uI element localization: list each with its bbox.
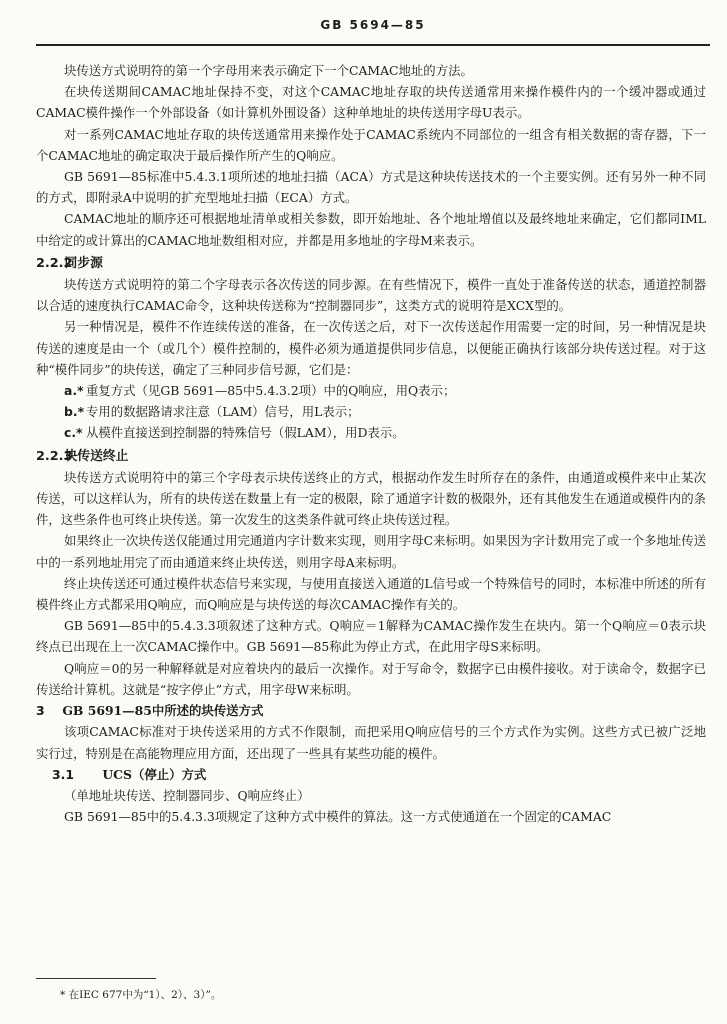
- document-body: [36, 60, 706, 827]
- page-header: GB 5694—85: [320, 18, 426, 32]
- paragraph: GB 5691—85中的5.4.3.3项叙述了这种方式。Q响应＝1解释为CAMAC操作发生在块内。第一个Q响应＝0表示块终点已出现在上一次CAMAC操作中。GB 5691—85称此为停止方式，在此用字母S来标明。: [36, 618, 706, 655]
- paragraph: 该项CAMAC标准对于块传送采用的方式不作限制，而把采用Q响应信号的三个方式作为实例。这些方式已被广泛地实行过，特别是在高能物理应用方面，还出现了一些具有某些功能的模件。: [36, 724, 706, 761]
- section-number: 3.1: [52, 766, 74, 782]
- list-marker: a.*: [64, 383, 84, 399]
- footnote: * 在IEC 677中为“1）、2）、3）”。: [60, 989, 222, 1001]
- list-marker: c.*: [64, 425, 83, 441]
- paragraph: 另一种情况是，模件不作连续传送的准备，在一次传送之后，对下一次传送起作用需要一定的时间，另一种情况是块传送的速度是由一个（或几个）模件控制的，模件必须为通道提供同步信息，以便能正确执行该部分块传送过程。对于这种“模件同步”的块传送，确定了三种同步信号源，它们是：: [36, 319, 706, 377]
- list-item: [64, 422, 706, 443]
- section-heading-3-1: [52, 764, 706, 785]
- list-item: [64, 380, 706, 401]
- paragraph: 块传送方式说明符的第一个字母用来表示确定下一个CAMAC地址的方法。: [64, 63, 473, 78]
- paragraph: 对一系列CAMAC地址存取的块传送通常用来操作处于CAMAC系统内不同部位的一组含有相关数据的寄存器，下一个CAMAC地址的确定取决于最后操作所产生的Q响应。: [36, 126, 706, 163]
- paragraph: 如果终止一次块传送仅能通过用完通道内字计数来实现，则用字母C来标明。如果因为字计数用完了或一个多地址传送中的一系列地址用完了而由通道来终止块传送，则用字母A来标明。: [36, 533, 706, 570]
- paragraph: Q响应＝0的另一种解释就是对应着块内的最后一次操作。对于写命令，数据字已由模件接收。对于读命令，数据字已传送给计算机。这就是“按字停止”方式，用字母W来标明。: [36, 660, 706, 697]
- paragraph: 块传送方式说明符的第二个字母表示各次传送的同步源。在有些情况下，模件一直处于准备传送的状态，通道控制器以合适的速度执行CAMAC命令，这种块传送称为“控制器同步”，这类方式的说明符是XCX型的。: [36, 277, 706, 314]
- list-item-text: 从模件直接送到控制器的特殊信号（假LAM），用D表示。: [86, 425, 405, 441]
- footnote-rule: [36, 978, 156, 979]
- section-number: 2.2.3: [36, 448, 73, 464]
- section-title: 同步源: [64, 255, 103, 271]
- section-subtitle: （单地址块传送、控制器同步、Q响应终止）: [64, 787, 310, 803]
- paragraph: GB 5691—85中的5.4.3.3项规定了这种方式中模件的算法。这一方式使通道在一个固定的CAMAC: [64, 809, 612, 825]
- section-title: UCS（停止）方式: [102, 766, 207, 782]
- paragraph: 终止块传送还可通过模件状态信号来实现，与使用直接送入通道的L信号或一个特殊信号的同时，本标准中所述的所有模件终止方式都采用Q响应，而Q响应是与块传送的每次CAMAC操作有关的。: [36, 575, 706, 613]
- list-item-text: 专用的数据路请求注意（LAM）信号，用L表示；: [86, 404, 360, 420]
- section-number: 2.2.2: [36, 255, 73, 271]
- section-title: 块传送终止: [64, 448, 129, 464]
- section-heading-2-2-3: [36, 446, 706, 467]
- section-heading-2-2-2: [36, 253, 706, 274]
- header-rule: [36, 44, 710, 46]
- section-title: GB 5691—85中所述的块传送方式: [62, 703, 264, 719]
- paragraph: CAMAC地址的顺序还可根据地址清单或相关参数，即开始地址、各个地址增值以及最终地址来确定，它们都同IML中给定的或计算出的CAMAC地址数组相对应，并都是用多地址的字母M来表示。: [36, 211, 706, 248]
- paragraph: 在块传送期间CAMAC地址保持不变，对这个CAMAC地址存取的块传送通常用来操作模件内的一个缓冲器或通过CAMAC模件操作一个外部设备（如计算机外围设备）这种单地址的块传送用字母U表示。: [36, 84, 706, 121]
- section-heading-3: [36, 700, 706, 721]
- list-marker: b.*: [64, 404, 85, 420]
- paragraph: 块传送方式说明符中的第三个字母表示块传送终止的方式，根据动作发生时所存在的条件，由通道或模件来中止某次传送，可以这样认为，所有的块传送在数量上有一定的极限，除了通道字计数的极限外，还有其他发生在通道或模件内的条件，这些条件也可终止块传送。第一次发生的这类条件就可终止块传送过程。: [36, 469, 706, 528]
- paragraph: GB 5691—85标准中5.4.3.1项所述的地址扫描（ACA）方式是这种块传送技术的一个主要实例。还有另外一种不同的方式，即附录A中说明的扩充型地址扫描（ECA）方式。: [36, 169, 706, 206]
- list-item-text: 重复方式（见GB 5691—85中5.4.3.2项）中的Q响应，用Q表示；: [86, 383, 456, 399]
- list-item: [64, 401, 706, 422]
- section-number: 3: [36, 703, 45, 719]
